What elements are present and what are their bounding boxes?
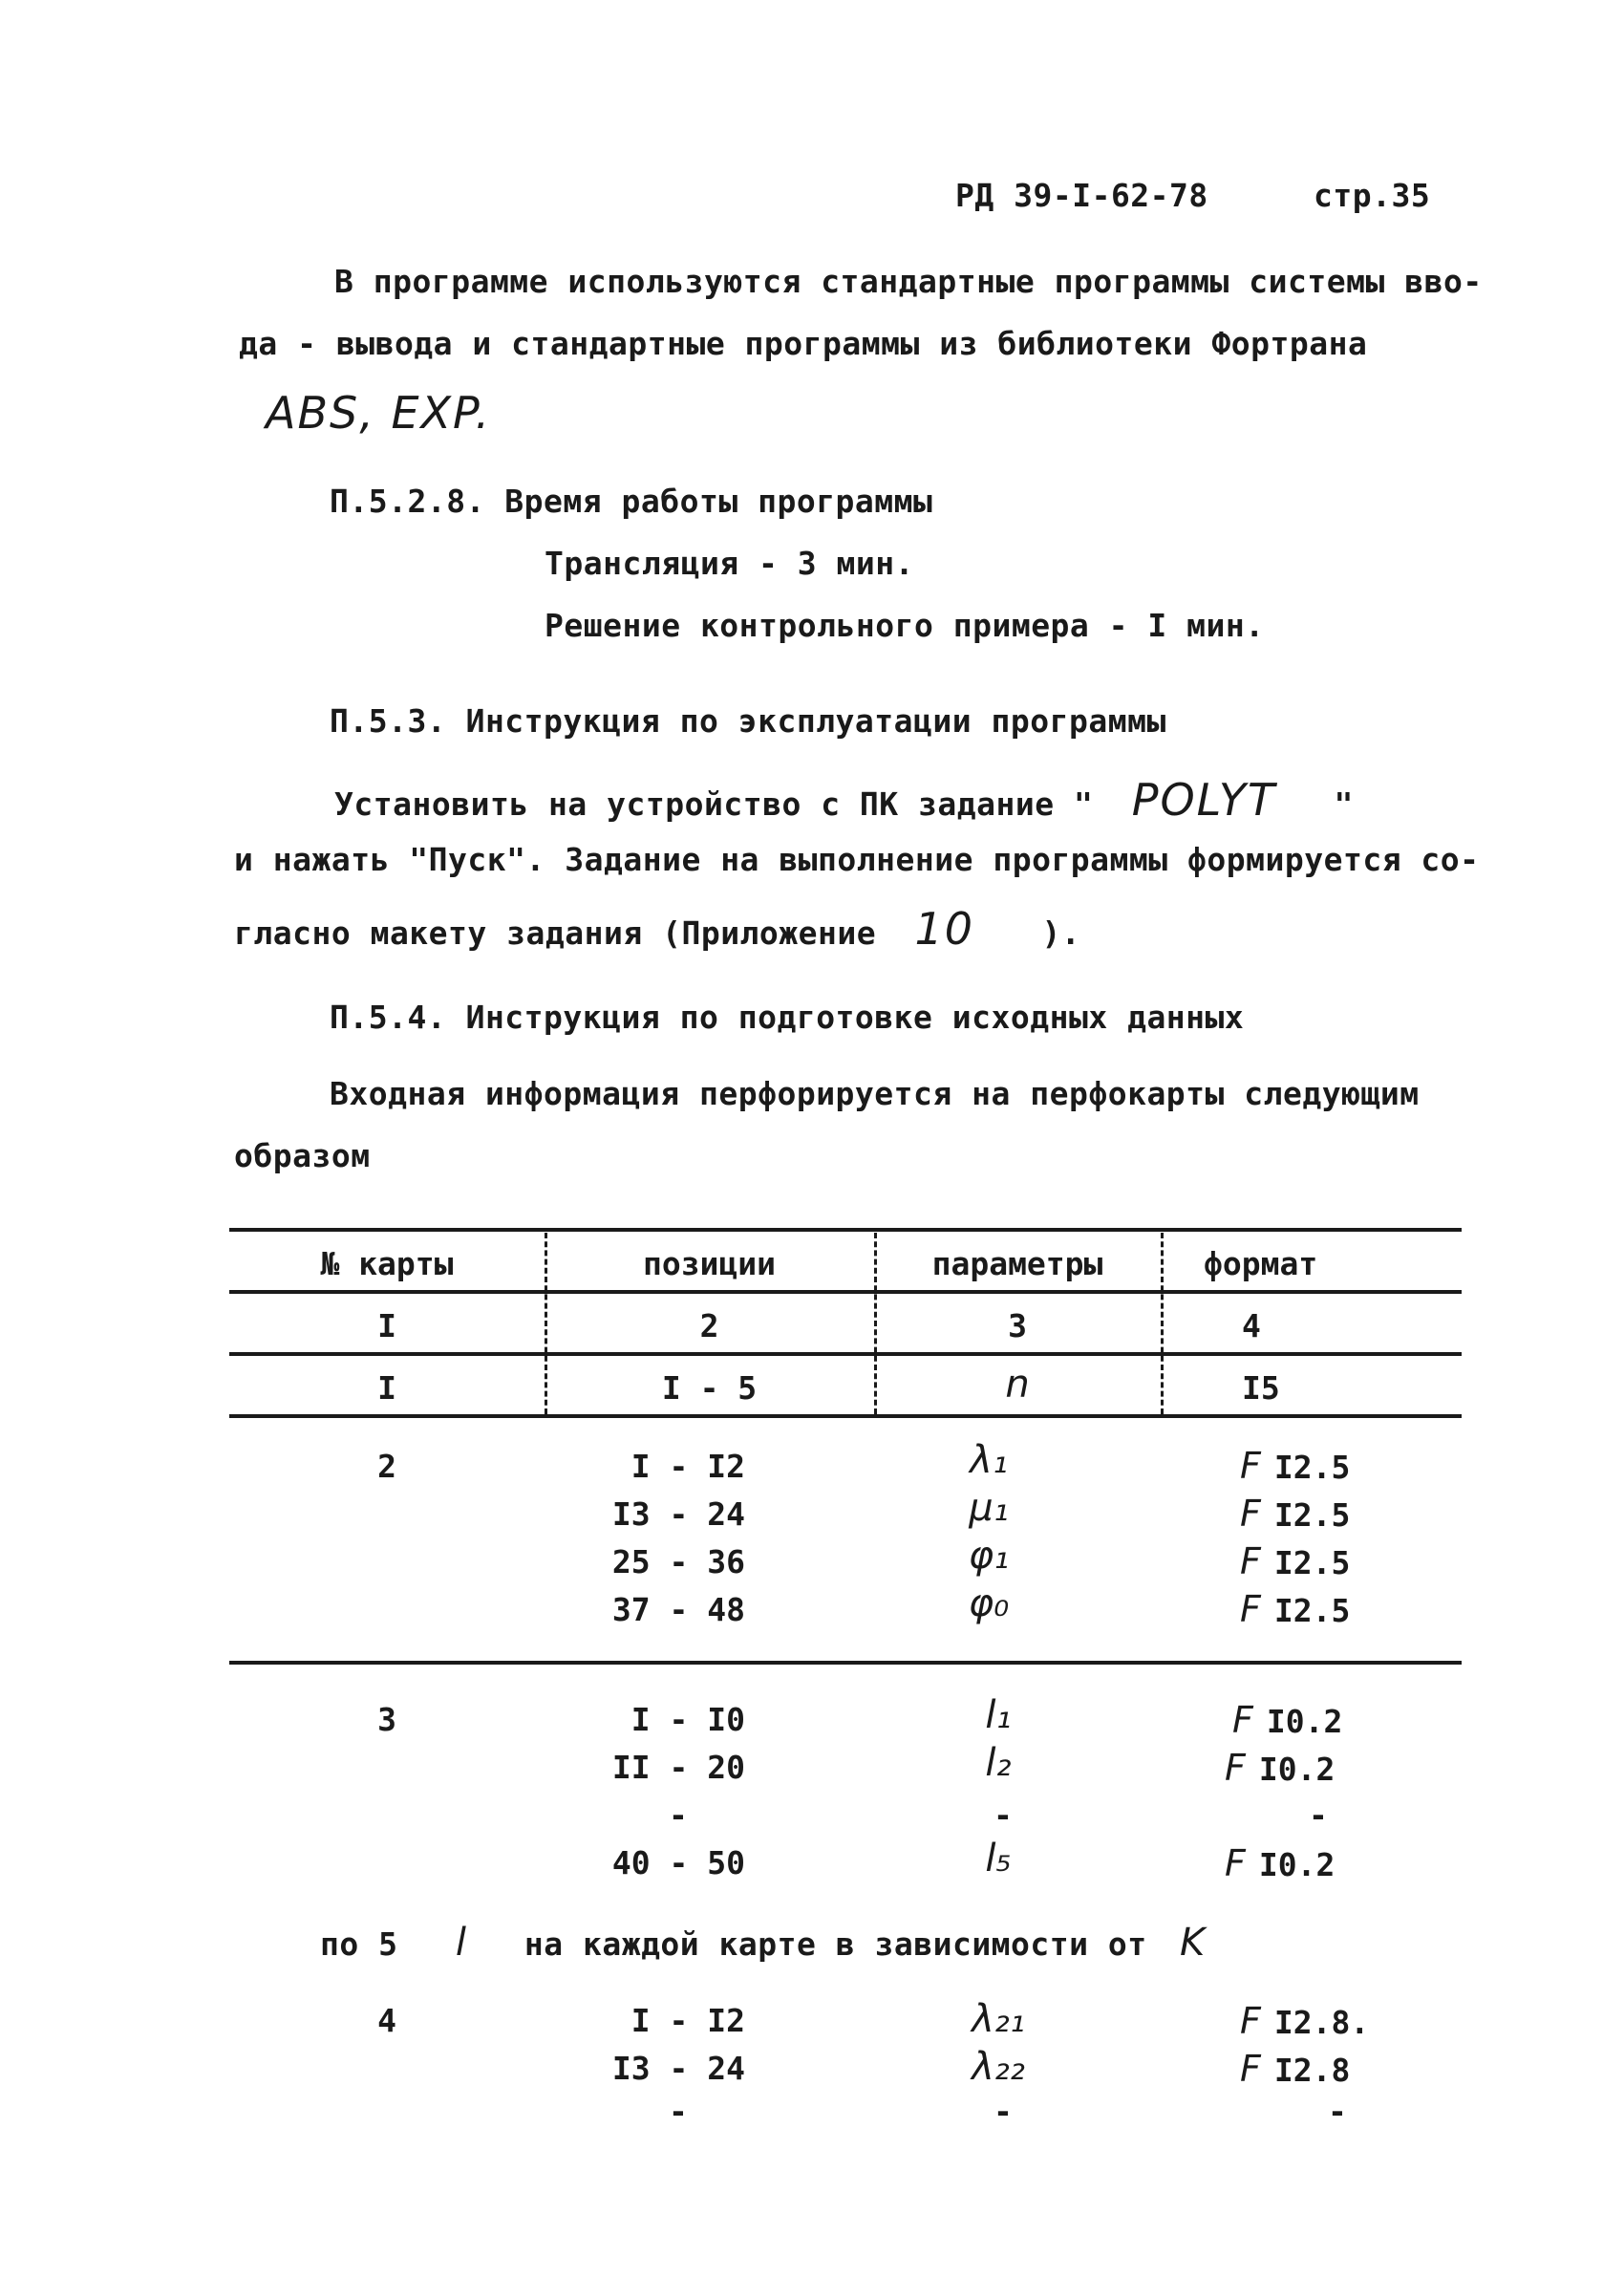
card4-pos-1: I - I2 bbox=[630, 2002, 745, 2039]
card2-param-4: φ₀ bbox=[968, 1581, 1010, 1625]
s53-line-2: и нажать "Пуск". Задание на выполнение программы формируется со- bbox=[234, 841, 1480, 878]
card3-fmt-ellipsis: - bbox=[1309, 1796, 1328, 1834]
card3-note bbox=[320, 1921, 1206, 1965]
fmt-letter: F bbox=[1225, 1842, 1246, 1884]
card2-pos-3: 25 - 36 bbox=[611, 1543, 745, 1580]
card2-pos-2: I3 - 24 bbox=[611, 1495, 745, 1533]
fmt-value: I2.5 bbox=[1273, 1544, 1351, 1581]
header-card-no: № карты bbox=[320, 1245, 454, 1282]
fmt-value: I2.8 bbox=[1273, 2052, 1351, 2089]
table-numbers-rule bbox=[229, 1352, 1462, 1356]
fmt-value: I2.5 bbox=[1273, 1496, 1351, 1534]
card3-fmt-2 bbox=[1225, 1747, 1335, 1789]
fmt-value: I2.8. bbox=[1273, 2004, 1370, 2041]
intro-line-2: да - вывода и стандартные программы из библиотеки Фортрана bbox=[239, 325, 1368, 362]
s53-line-1-text: Установить на устройство с ПК задание " bbox=[334, 785, 1094, 823]
table-card2-rule bbox=[229, 1661, 1462, 1665]
fmt-letter: F bbox=[1240, 2000, 1261, 2042]
card1-number: I bbox=[377, 1369, 396, 1407]
table-top-rule bbox=[229, 1228, 1462, 1232]
fmt-value: I0.2 bbox=[1258, 1751, 1336, 1788]
fmt-letter: F bbox=[1225, 1747, 1246, 1789]
col-number-1: I bbox=[377, 1307, 396, 1344]
fmt-value: I0.2 bbox=[1258, 1846, 1336, 1883]
s53-line-3 bbox=[234, 903, 1080, 955]
fmt-value: I0.2 bbox=[1266, 1703, 1343, 1740]
fmt-letter: F bbox=[1240, 1493, 1261, 1535]
card2-param-3: φ₁ bbox=[968, 1534, 1010, 1578]
fmt-letter: F bbox=[1240, 1588, 1261, 1630]
card3-pos-2: II - 20 bbox=[611, 1749, 745, 1786]
job-name: POLYT bbox=[1131, 774, 1277, 826]
card3-param-ellipsis: - bbox=[994, 1796, 1013, 1834]
s53-line-3-close: ). bbox=[1041, 914, 1081, 952]
card4-param-ellipsis: - bbox=[994, 2093, 1013, 2130]
table-card1-rule bbox=[229, 1414, 1462, 1418]
card3-fmt-4 bbox=[1225, 1842, 1335, 1884]
card4-fmt-2 bbox=[1240, 2048, 1350, 2090]
card1-positions: I - 5 bbox=[661, 1369, 758, 1407]
card1-format: I5 bbox=[1242, 1369, 1280, 1407]
card4-fmt-ellipsis: - bbox=[1328, 2093, 1347, 2130]
s54-line-1: Входная информация перфорируется на перфокарты следующим bbox=[330, 1075, 1420, 1112]
s53-line-1-close: " bbox=[1334, 785, 1354, 823]
col-number-3: 3 bbox=[1008, 1307, 1027, 1344]
solution-time: Решение контрольного примера - I мин. bbox=[545, 607, 1265, 644]
card2-number: 2 bbox=[377, 1448, 396, 1485]
handwritten-functions: ABS, EXP. bbox=[266, 387, 492, 439]
card2-fmt-3 bbox=[1240, 1540, 1350, 1582]
col-number-4: 4 bbox=[1242, 1307, 1261, 1344]
card2-fmt-1 bbox=[1240, 1445, 1350, 1487]
card3-fmt-1 bbox=[1232, 1699, 1342, 1741]
card4-param-1: λ₂₁ bbox=[972, 1997, 1025, 2041]
table-header-rule bbox=[229, 1290, 1462, 1294]
card4-fmt-1 bbox=[1240, 2000, 1369, 2042]
card2-fmt-4 bbox=[1240, 1588, 1350, 1630]
header-format: формат bbox=[1204, 1245, 1318, 1282]
card4-number: 4 bbox=[377, 2002, 396, 2039]
section-53-title: П.5.3. Инструкция по эксплуатации программы bbox=[330, 702, 1166, 740]
appendix-number: 10 bbox=[914, 903, 975, 955]
page-number: стр.35 bbox=[1314, 177, 1431, 214]
fmt-value: I2.5 bbox=[1273, 1592, 1351, 1629]
note-text: на каждой карте в зависимости от bbox=[524, 1925, 1147, 1963]
card1-param: n bbox=[1005, 1363, 1030, 1407]
col-separator-3 bbox=[1161, 1233, 1164, 1414]
card4-pos-2: I3 - 24 bbox=[611, 2050, 745, 2087]
fmt-letter: F bbox=[1240, 1445, 1261, 1487]
note-pre: по 5 bbox=[320, 1925, 398, 1963]
s54-line-2: образом bbox=[234, 1137, 371, 1174]
card2-pos-4: 37 - 48 bbox=[611, 1591, 745, 1628]
card3-number: 3 bbox=[377, 1701, 396, 1738]
card3-param-2: l₂ bbox=[985, 1741, 1012, 1785]
header-positions: позиции bbox=[642, 1245, 777, 1282]
card2-pos-1: I - I2 bbox=[630, 1448, 745, 1485]
card2-param-1: λ₁ bbox=[970, 1438, 1008, 1482]
card3-param-1: l₁ bbox=[985, 1693, 1012, 1737]
card3-pos-4: 40 - 50 bbox=[611, 1844, 745, 1881]
section-528-title: П.5.2.8. Время работы программы bbox=[330, 483, 933, 520]
fmt-letter: F bbox=[1240, 2048, 1261, 2090]
section-54-title: П.5.4. Инструкция по подготовке исходных данных bbox=[330, 999, 1245, 1036]
card2-param-2: μ₁ bbox=[969, 1486, 1009, 1530]
card2-fmt-2 bbox=[1240, 1493, 1350, 1535]
fmt-value: I2.5 bbox=[1273, 1449, 1351, 1486]
translation-time: Трансляция - 3 мин. bbox=[545, 545, 914, 582]
doc-code: РД 39-I-62-78 bbox=[955, 177, 1208, 214]
col-number-2: 2 bbox=[699, 1307, 719, 1344]
s53-line-3-text: гласно макету задания (Приложение bbox=[234, 914, 877, 952]
card3-param-4: l₅ bbox=[985, 1837, 1012, 1881]
intro-line-1: В программе используются стандартные программы системы вво- bbox=[334, 263, 1483, 300]
note-symbol: l bbox=[455, 1921, 467, 1965]
card3-pos-ellipsis: - bbox=[669, 1796, 688, 1834]
note-var: K bbox=[1180, 1921, 1206, 1965]
card3-pos-1: I - I0 bbox=[630, 1701, 745, 1738]
s53-line-1 bbox=[334, 774, 1354, 826]
fmt-letter: F bbox=[1240, 1540, 1261, 1582]
header-parameters: параметры bbox=[931, 1245, 1103, 1282]
fmt-letter: F bbox=[1232, 1699, 1253, 1741]
card4-param-2: λ₂₂ bbox=[972, 2045, 1025, 2089]
card4-pos-ellipsis: - bbox=[669, 2093, 688, 2130]
